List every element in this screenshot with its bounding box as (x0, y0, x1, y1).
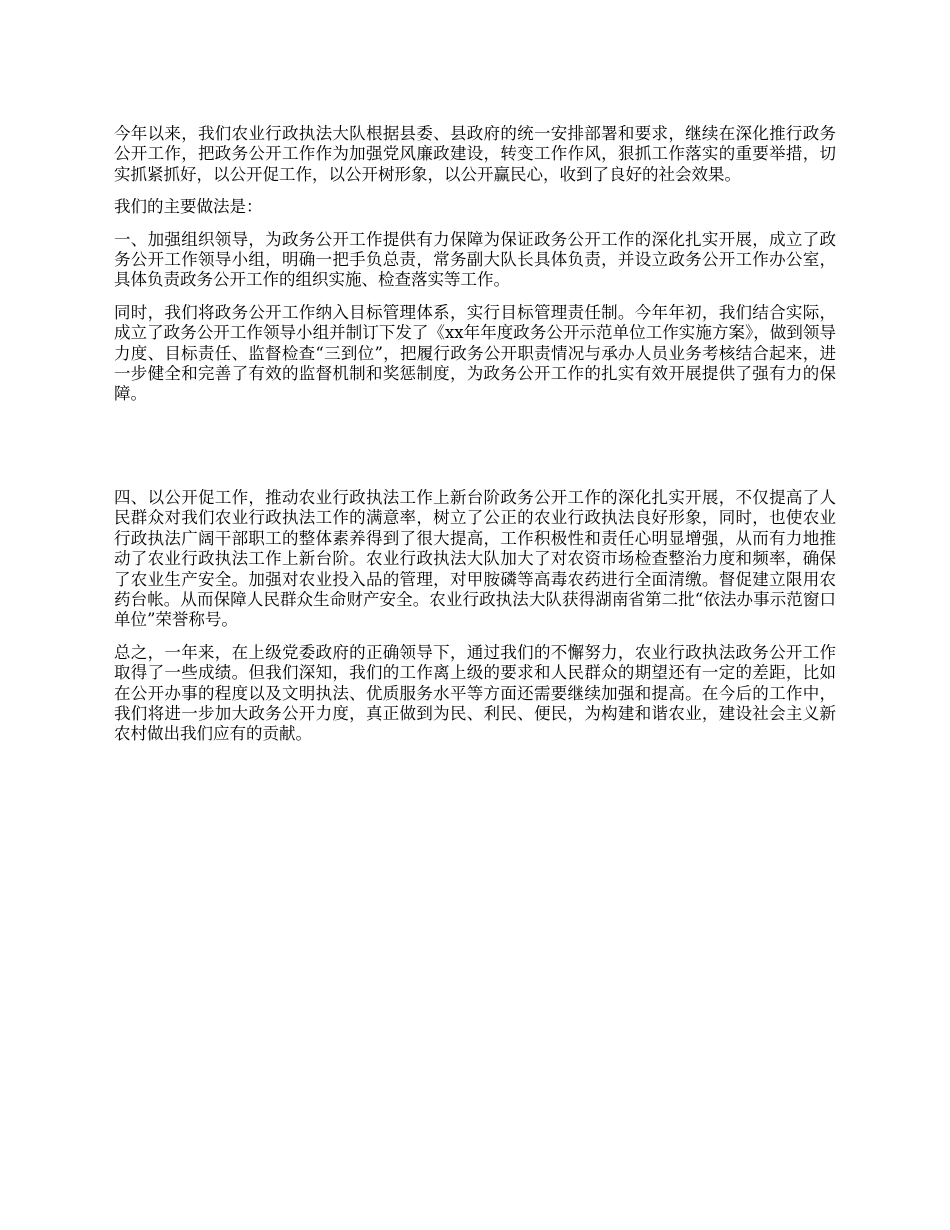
paragraph-main-methods: 我们的主要做法是： (114, 197, 263, 217)
blank-gap (114, 417, 836, 488)
document-body (114, 124, 836, 757)
paragraph-intro: 今年以来，我们农业行政执法大队根据县委、县政府的统一安排部署和要求，继续在深化推行政务公开工作，把政务公开工作作为加强党风廉政建设，转变工作作风，狠抓工作落实的重要举措，切实抓紧抓好，以公开促工作，以公开树形象，以公开赢民心，收到了良好的社会效果。 (114, 124, 836, 184)
paragraph-conclusion: 总之，一年来，在上级党委政府的正确领导下，通过我们的不懈努力，农业行政执法政务公开工作取得了一些成绩。但我们深知，我们的工作离上级的要求和人民群众的期望还有一定的差距，比如在公开办事的程度以及文明执法、优质服务水平等方面还需要继续加强和提高。在今后的工作中，我们将进一步加大政务公开力度，真正做到为民、利民、便民，为构建和谐农业，建设社会主义新农村做出我们应有的贡献。 (114, 642, 836, 744)
paragraph-section-four: 四、以公开促工作，推动农业行政执法工作上新台阶政务公开工作的深化扎实开展，不仅提高了人民群众对我们农业行政执法工作的满意率，树立了公正的农业行政执法良好形象，同时，也使农业行政执法广阔干部职工的整体素养得到了很大提高，工作积极性和责任心明显增强，从而有力地推动了农业行政执法工作上新台阶。农业行政执法大队加大了对农资市场检查整治力度和频率，确保了农业生产安全。加强对农业投入品的管理，对甲胺磷等高毒农药进行全面清缴。督促建立限用农药台帐。从而保障人民群众生命财产安全。农业行政执法大队获得湖南省第二批“依法办事示范窗口单位”荣誉称号。 (114, 487, 836, 630)
paragraph-section-one: 一、加强组织领导，为政务公开工作提供有力保障为保证政务公开工作的深化扎实开展，成立了政务公开工作领导小组，明确一把手负总责，常务副大队长具体负责，并设立政务公开工作办公室，具体负责政务公开工作的组织实施、检查落实等工作。 (114, 229, 836, 290)
paragraph-target-management: 同时，我们将政务公开工作纳入目标管理体系，实行目标管理责任制。今年年初，我们结合实际，成立了政务公开工作领导小组并制订下发了《xx年年度政务公开示范单位工作实施方案》，做到领导力度、目标责任、监督检查“三到位”，把履行政务公开职责情况与承办人员业务考核结合起来，进一步健全和完善了有效的监督机制和奖惩制度，为政务公开工作的扎实有效开展提供了强有力的保障。 (114, 302, 836, 404)
